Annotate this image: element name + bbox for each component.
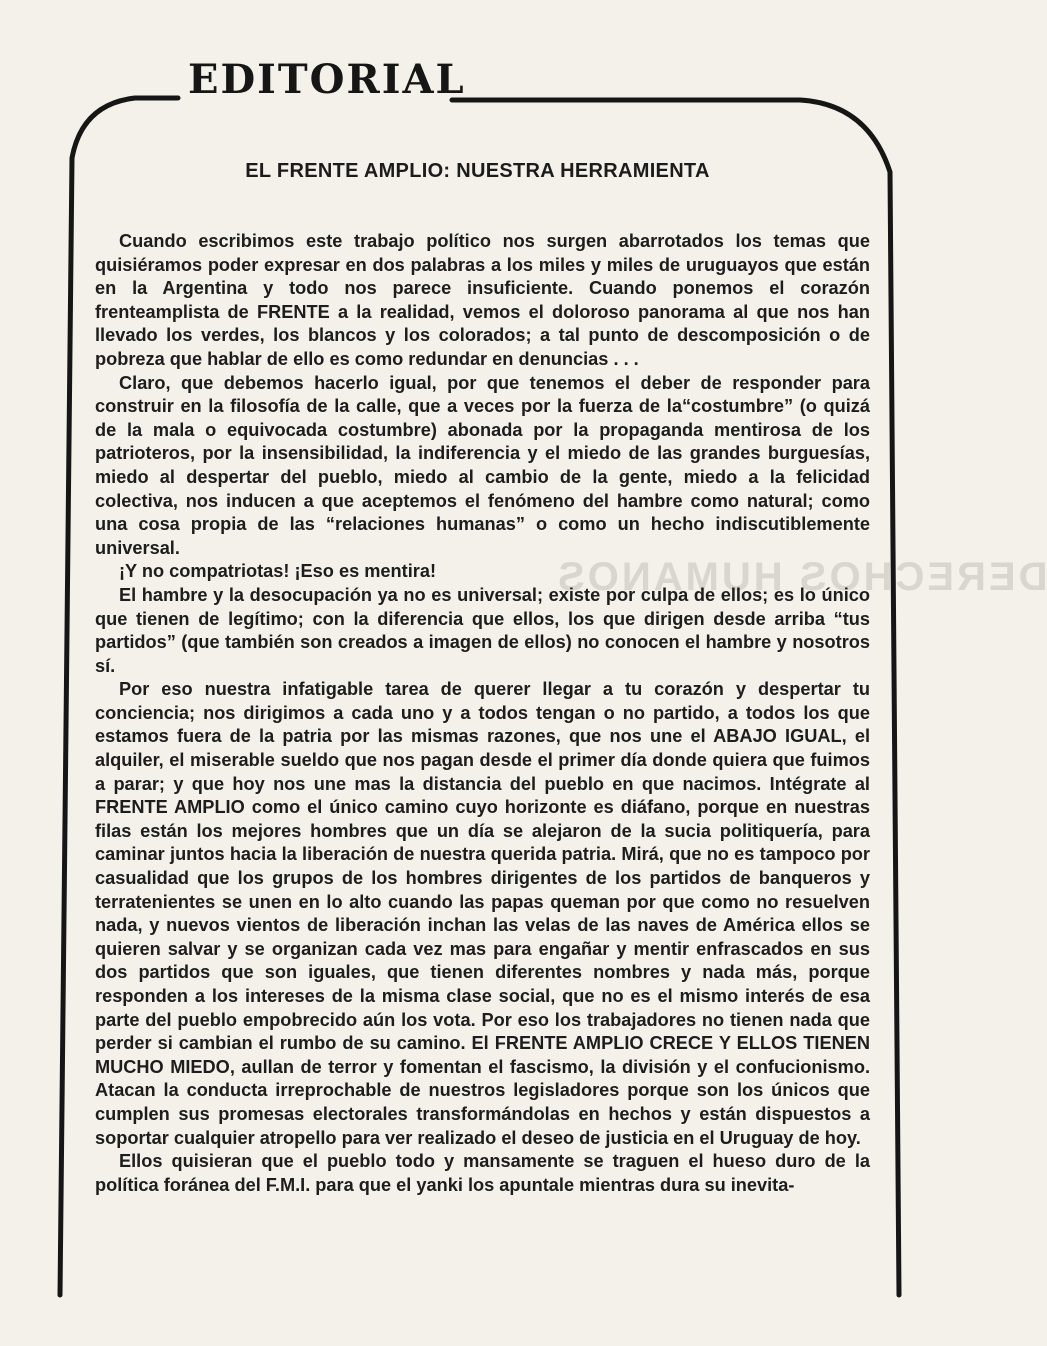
paragraph: Ellos quisieran que el pueblo todo y mansamente se traguen el hueso duro de la política foránea del F.M.I. para que el yanki los apuntale mientras dura su inevita-	[95, 1151, 870, 1195]
paragraph: Por eso nuestra infatigable tarea de querer llegar a tu corazón y despertar tu conciencia; nos dirigimos a cada uno y a todos tengan o no partido, a todos los que estamos fuera de la patria por las mismas razones, que nos une el ABAJO IGUAL, el alquiler, el miserable sueldo que nos pagan desde el primer día donde quiera que fuimos a parar; y que hoy nos une mas la distancia del pueblo en que nacimos. Intégrate al FRENTE AMPLIO como el único camino cuyo horizonte es diáfano, porque en nuestras filas están los mejores hombres que un día se alejaron de la sucia politiquería, para caminar juntos hacia la liberación de nuestra querida patria. Mirá, que no es tampoco por casualidad que los grupos de los hombres dirigentes de los partidos de banqueros y terratenientes se unen en lo alto cuando las papas queman por que como no resuelven nada, y nuevos vientos de liberación inchan las velas de las naves de América ellos se quieren salvar y se organizan cada vez mas para engañar y mentir enfrascados en sus dos partidos que son iguales, que tienen diferentes nombres y nada más, porque responden a los intereses de la misma clase social, que no es el mismo interés de esa parte del pueblo empobrecido aún los vota. Por eso los trabajadores no tienen nada que perder si cambian el rumbo de su camino. El FRENTE AMPLIO CRECE Y ELLOS TIENEN MUCHO MIEDO, aullan de terror y fomentan el fascismo, la división y el confucionismo. Atacan la conducta irreprochable de nuestros legisladores porque son los únicos que cumplen sus promesas electorales transformándolas en hechos y están dispuestos a soportar cualquier atropello para ver realizado el deseo de justicia en el Uruguay de hoy.	[95, 679, 870, 1148]
article-title: EL FRENTE AMPLIO: NUESTRA HERRAMIENTA	[245, 160, 710, 182]
paragraph: Claro, que debemos hacerlo igual, por que tenemos el deber de responder para construir en la filosofía de la calle, que a veces por la fuerza de la“costumbre” (o quizá de la mala o equivocada costumbre) abonada por la propaganda mentirosa de los patrioteros, por la insensibilidad, la indiferencia y el miedo de las grandes burguesías, miedo al despertar del pueblo, miedo al cambio de la gente, miedo a la felicidad colectiva, nos inducen a que aceptemos el fenómeno del hambre como natural; como una cosa propia de las “relaciones humanas” o como un hecho indiscutiblemente universal.	[95, 372, 870, 558]
article-body	[95, 230, 870, 1197]
show-through-text: DERECHOS HUMANOS	[555, 555, 1047, 599]
section-header: EDITORIAL	[188, 56, 466, 103]
paragraph: Cuando escribimos este trabajo político nos surgen abarrotados los temas que quisiéramos poder expresar en dos palabras a los miles y miles de uruguayos que están en la Argentina y todo nos parece insuficiente. Cuando ponemos el corazón frenteamplista de FRENTE a la realidad, vemos el doloroso panorama al que nos han llevado los verdes, los blancos y los colorados; a tal punto de descomposición o de pobreza que hablar de ello es como redundar en denuncias . . .	[95, 231, 870, 369]
paragraph: ¡Y no compatriotas! ¡Eso es mentira!	[119, 561, 437, 582]
paragraph: El hambre y la desocupación ya no es universal; existe por culpa de ellos; es lo único que tienen de legítimo; con la diferencia que ellos, los que dirigen desde arriba “tus partidos” (que también son creados a imagen de ellos) no conocen el hambre y nosotros sí.	[95, 584, 870, 676]
